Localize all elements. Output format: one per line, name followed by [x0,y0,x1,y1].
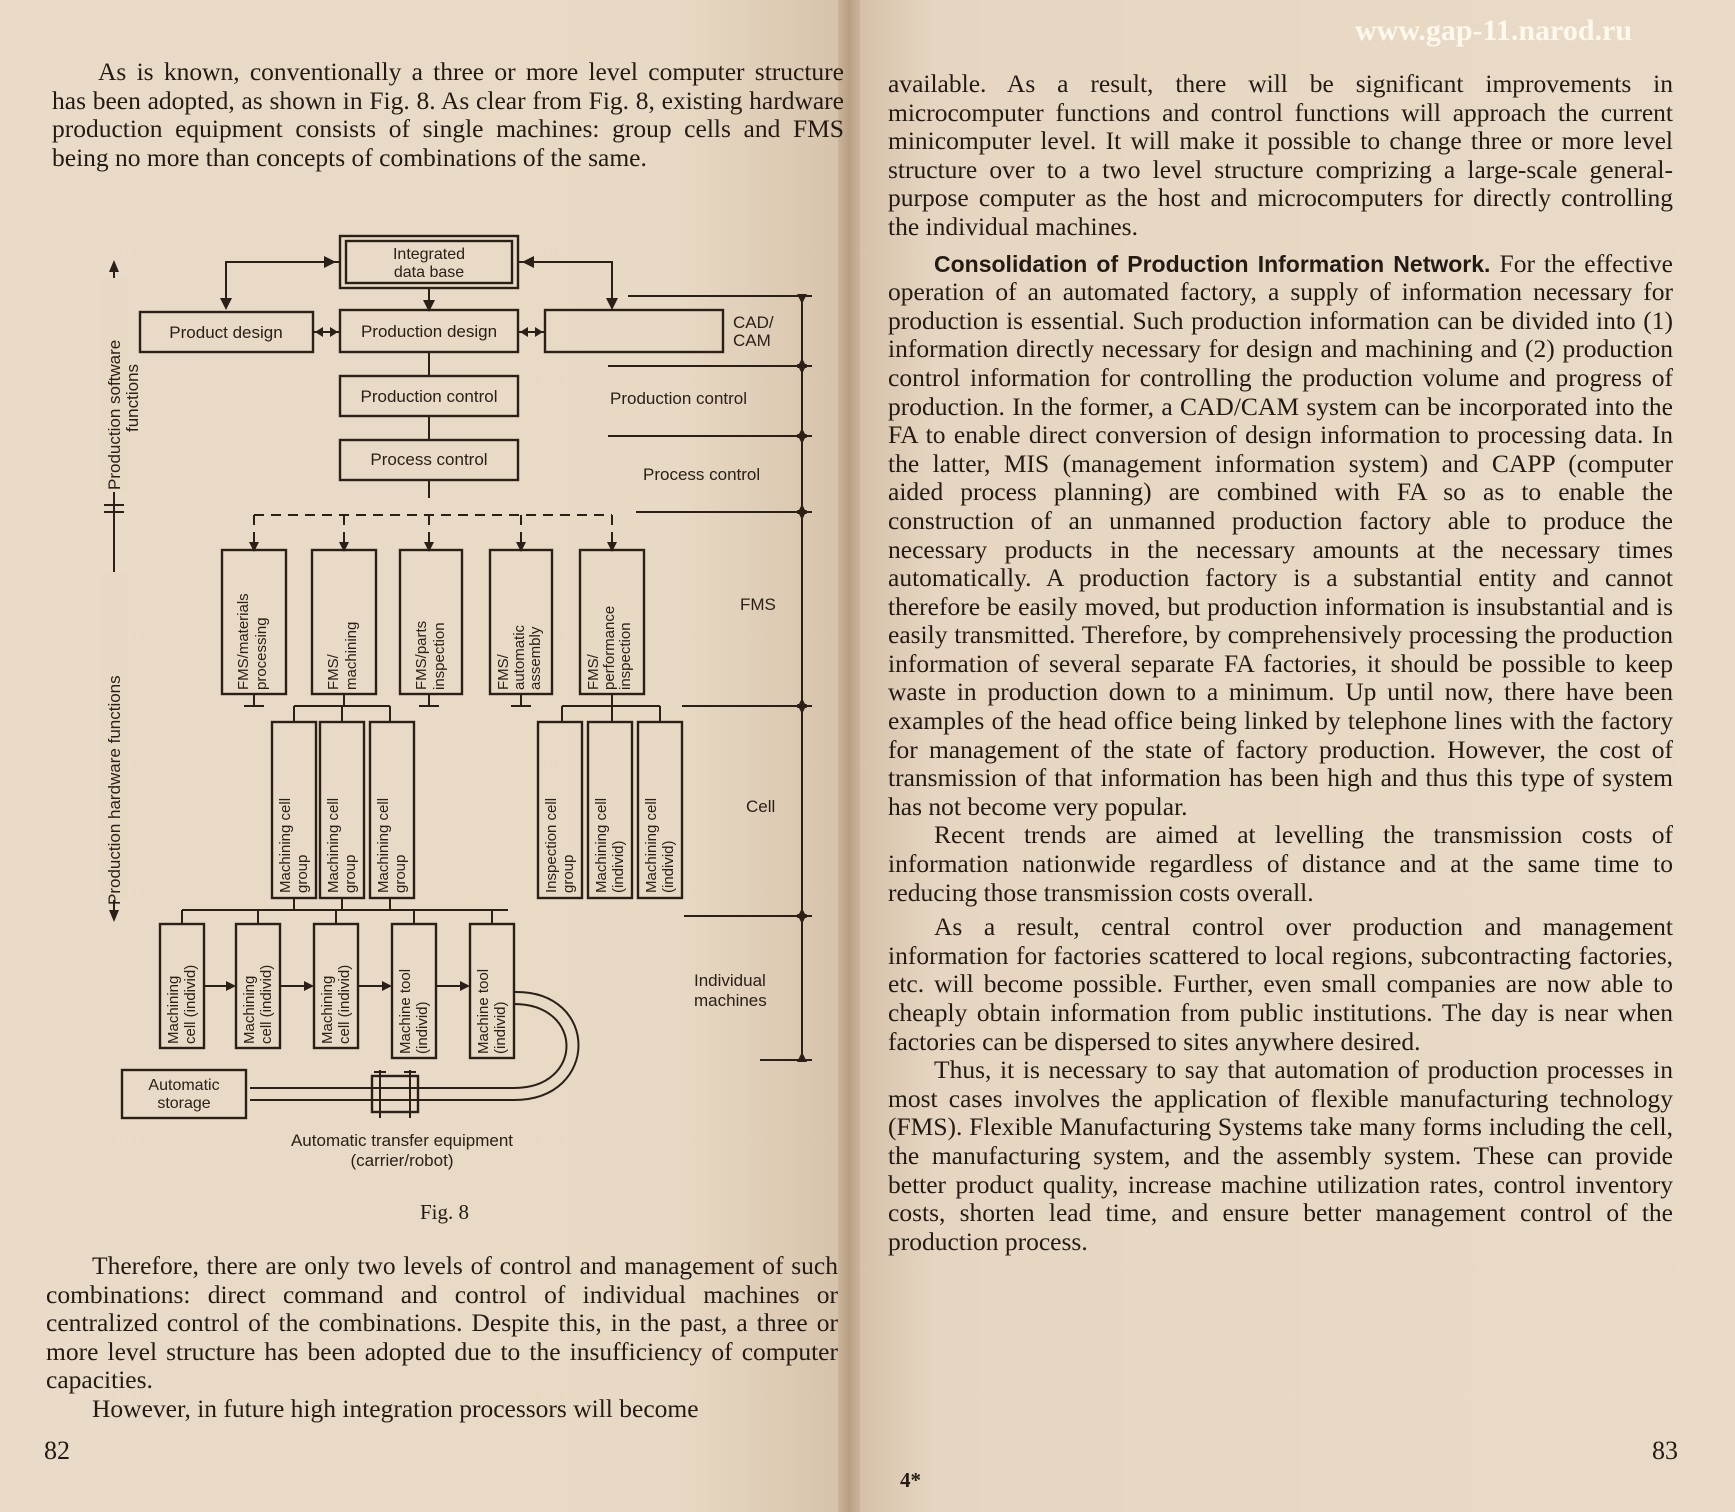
cell-box-5-line2: (individ) [610,840,627,893]
fig8-diagram [0,0,848,1180]
right-page-number: 83 [1652,1436,1678,1465]
machine-box-4-line2: (individ) [414,1001,431,1054]
machine-box-2 [236,924,280,1048]
fms-machining-box [312,550,376,694]
storage-line2: storage [157,1095,211,1112]
fms-box-4-line1: FMS/ [495,654,512,690]
left-page-number: 82 [44,1436,70,1465]
cell-box-2 [320,722,364,898]
transfer-label-line2: (carrier/robot) [350,1151,454,1170]
right-page-text [888,70,1673,1256]
production-design-label: Production design [360,322,498,341]
machine-box-5 [470,924,514,1058]
signature-mark: 4* [900,1468,921,1492]
machine-box-1 [160,924,204,1048]
fms-box-5-line2: performance [601,605,618,690]
fms-box-3-line2: inspection [431,622,448,690]
fms-box-5-line3: inspection [617,622,634,690]
left-paragraph-bottom [46,1252,838,1424]
cell-box-5-line1: Machining cell [593,797,610,893]
fms-box-3-line1: FMS/parts [413,620,430,690]
product-design-label: Product design [169,323,283,342]
level-individual-line2: machines [694,991,767,1010]
level-process-control: Process control [643,465,761,484]
machine-box-4 [392,924,436,1058]
integrated-db-line1: Integrated [392,246,466,263]
cell-box-6-line1: Machining cell [643,797,660,893]
fms-box-5-line1: FMS/ [585,654,602,690]
right-para-3: Recent trends are aimed at levelling the transmission costs of information nationwide regardless of distance and at the same time to reducing those transmission costs overall. [888,820,1673,907]
fms-materials-processing-box [222,550,286,694]
right-para-2-body: For the effective operation of an automated factory, a supply of information necessary for production is essential. Such production information can be divided into (1) information directly necessary for design and machining and (2) production control information for controlling the production volume and progress of production. In the former, a CAD/CAM system can be incorporated into the FA to enable direct conversion of design information to processing data. In the latter, MIS (management information system) and CAPP (computer aided process planning) are combined with FA so as to enable the construction of an unmanned production factory able to produce the necessary products in the necessary amounts at the necessary times automatically. A production factory is a substantial entity and cannot therefore be easily moved, but production information is insubstantial and is easily transmitted. Therefore, by comprehensively processing the production information of several separate FA factories, it should be possible to keep waste in production down to a minimum. Up until now, there have been examples of the head office being linked by telephone lines with the factory for management of the state of factory production. However, the cost of transmission of that information has been high and thus this type of system has not become very popular. [888,248,1673,821]
fms-automatic-assembly-box [490,550,552,694]
left-para-2: Therefore, there are only two levels of control and management of such combinations: direct command and control of individual machines or centralized control of the combinations. Despite this, in the past, a three or more level structure has been adopted due to the insufficiency of computer capacities. [46,1251,838,1395]
level-fms: FMS [740,595,776,614]
cell-box-6 [638,722,682,898]
machine-box-3-line2: cell (individ) [336,964,353,1044]
machine-box-2-line2: cell (individ) [258,964,275,1044]
cell-box-3 [370,722,414,898]
machine-box-5-line1: Machine tool [475,968,492,1054]
fms-box-4-line3: assembly [527,626,544,690]
cell-box-4-line1: Inspection cell [543,797,560,893]
section-heading: Consolidation of Production Information Network. [934,250,1491,277]
storage-line1: Automatic [148,1077,220,1094]
process-control-label: Process control [370,450,488,469]
level-cadcam-line1: CAD/ [733,313,774,332]
cell-box-3-line1: Machining cell [375,797,392,893]
level-scale [608,294,812,1062]
level-individual-line1: Individual [694,971,766,990]
machine-box-2-line1: Machining [241,975,258,1044]
cell-box-6-line2: (individ) [660,840,677,893]
level-production-control: Production control [610,389,748,408]
fms-box-2-line2: machining [343,621,360,690]
right-para-2 [888,250,1673,822]
transfer-label-line1: Automatic transfer equipment [290,1131,514,1150]
machine-box-3-line1: Machining [319,975,336,1044]
site-watermark: www.gap-11.narod.ru [1355,14,1633,47]
fms-performance-inspection-box [580,550,644,694]
fms-box-2-line1: FMS/ [325,654,342,690]
left-para-1: As is known, conventionally a three or more level computer structure has been adopted, as shown in Fig. 8. As clear from Fig. 8, existing hardware production equipment consists of single machines: group cells and FMS being no more than concepts of combinations of the same. [52,57,844,172]
hardware-functions-label: Production hardware functions [105,675,124,905]
fms-box-1-line1: FMS/materials [235,593,252,690]
integrated-db-line2: data base [393,264,465,281]
software-functions-line1: Production software [105,339,124,490]
machine-box-1-line2: cell (individ) [182,964,199,1044]
right-para-1: available. As a result, there will be significant improvements in microcomputer functions and control functions will approach the current minicomputer level. It will make it possible to change three or more level structure over to a two level structure comprizing a large-scale general-purpose computer as the host and microcomputers for directly controlling the individual machines. [888,69,1673,241]
unlabeled-design-box [545,310,723,352]
cell-box-1 [272,722,316,898]
software-functions-line2: functions [123,363,142,432]
machine-box-3 [314,924,358,1048]
right-para-5: Thus, it is necessary to say that automation of production processes in most cases involves the application of flexible manufacturing technology (FMS). Flexible Manufacturing Systems take many forms including the cell, the manufacturing system, and the assembly system. These can provide better product quality, increase machine utilization rates, control inventory costs, shorten lead time, and ensure better management control of the production process. [888,1055,1673,1256]
fms-box-4-line2: automatic [511,624,528,690]
production-control-label: Production control [360,387,498,406]
cell-box-2-line2: group [342,854,359,893]
cell-box-1-line1: Machining cell [277,797,294,893]
machine-box-1-line1: Machining [165,975,182,1044]
cell-box-3-line2: group [392,854,409,893]
cell-box-5 [588,722,632,898]
cell-box-2-line1: Machining cell [325,797,342,893]
machine-box-4-line1: Machine tool [397,968,414,1054]
cell-box-4 [538,722,582,898]
cell-box-1-line2: group [294,854,311,893]
figure-caption: Fig. 8 [420,1200,470,1224]
right-para-4: As a result, central control over production and management information for factories scattered to local regions, subcontracting factories, etc. will become possible. Further, even small companies are now able to cheaply obtain information from public institutions. The day is near when factories can be dispersed to sites anywhere desired. [888,912,1673,1056]
fms-parts-inspection-box [400,550,462,694]
machine-box-5-line2: (individ) [492,1001,509,1054]
level-cell: Cell [746,797,776,816]
cell-box-4-line2: group [560,854,577,893]
level-cadcam-line2: CAM [733,331,771,350]
left-para-3: However, in future high integration processors will become [92,1393,699,1423]
integrated-database-box [340,236,518,288]
fms-box-1-line2: processing [253,617,270,690]
